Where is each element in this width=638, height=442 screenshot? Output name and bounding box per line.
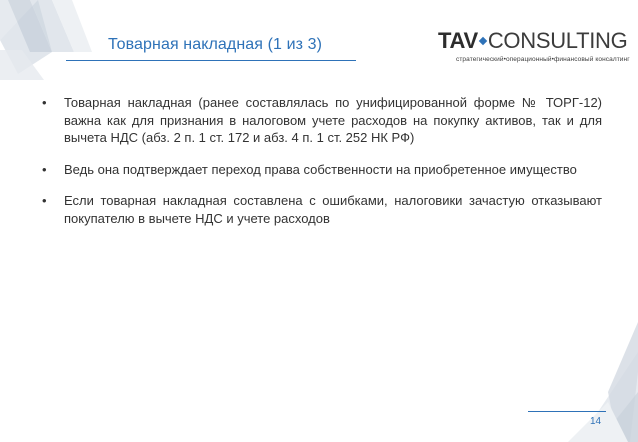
bullet-marker: • <box>42 193 47 208</box>
logo-brand-rest: CONSULTING <box>487 28 628 53</box>
bullet-marker: • <box>42 95 47 110</box>
slide-title: Товарная накладная (1 из 3) <box>108 36 323 53</box>
logo-diamond-icon <box>479 36 487 44</box>
corner-decoration-top-left <box>0 0 110 80</box>
logo-brand-bold: TAV <box>438 28 478 53</box>
list-item <box>40 161 602 179</box>
bullet-text: Ведь она подтверждает переход права собственности на приобретенное имущество <box>64 161 577 177</box>
logo-wordmark <box>438 28 627 54</box>
bullet-text: Товарная накладная (ранее составлялась по унифицированной форме № ТОРГ-12) важна как для признания в налоговом учете расходов на покупку активов, так и для вычета НДС (абз. 2 п. 1 ст. 172 и абз. 4 п. 1 ст. 252 НК РФ) <box>64 95 602 145</box>
bullet-text: Если товарная накладная составлена с ошибками, налоговики зачастую отказывают покупателю в вычете НДС и учете расходов <box>64 193 602 226</box>
list-item <box>40 94 602 147</box>
page-number: 14 <box>590 416 602 427</box>
title-underline <box>66 60 356 61</box>
page-number-rule <box>528 411 606 412</box>
logo-tagline: стратегический•операционный•финансовый консалтинг <box>456 56 630 63</box>
list-item <box>40 192 602 227</box>
bullet-list <box>40 94 602 241</box>
bullet-marker: • <box>42 161 47 177</box>
logo <box>438 28 630 66</box>
corner-decoration-bottom-right <box>508 322 638 442</box>
